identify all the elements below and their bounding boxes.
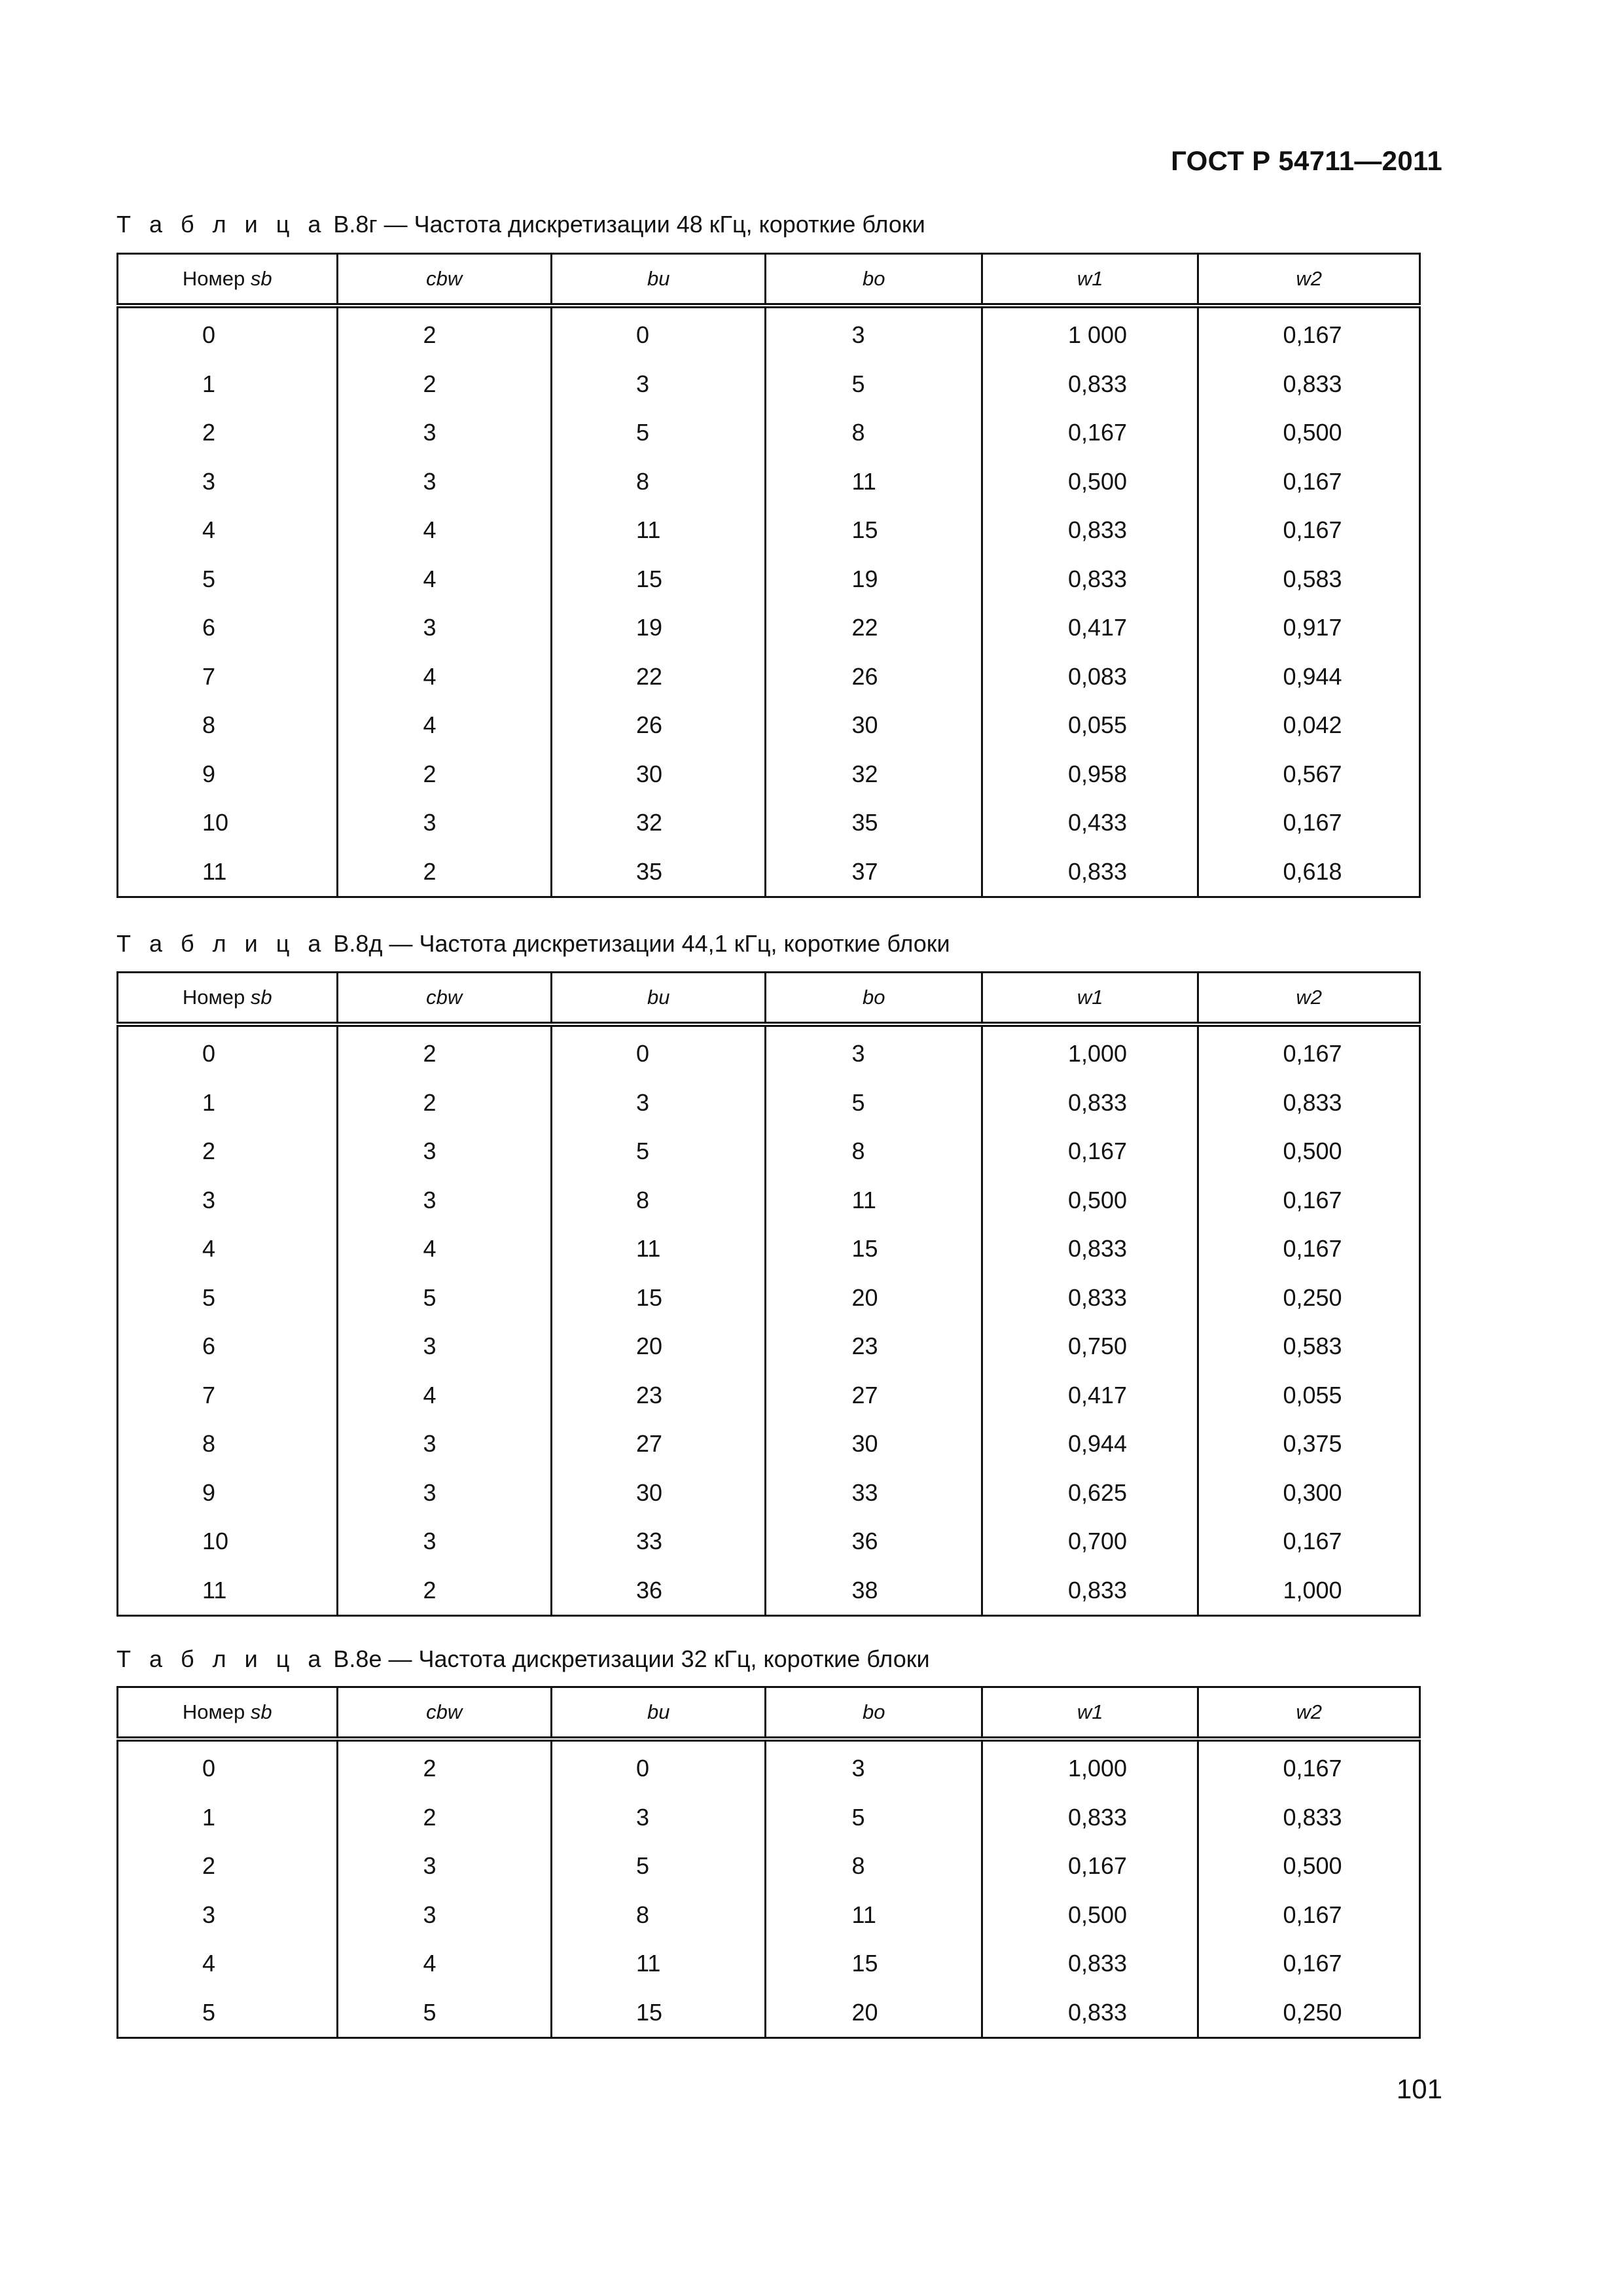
table-cell: 0,833 bbox=[982, 1079, 1198, 1128]
table-cell: 35 bbox=[551, 848, 765, 897]
table-cell: 0,833 bbox=[982, 1988, 1198, 2038]
table-label: Т а б л и ц а bbox=[116, 1645, 327, 1672]
table-cell: 1,000 bbox=[982, 1024, 1198, 1079]
column-header bbox=[337, 1687, 551, 1740]
table-row bbox=[118, 603, 1420, 653]
table-cell: 4 bbox=[118, 1225, 338, 1274]
table-cell: 6 bbox=[118, 603, 338, 653]
table-cell: 3 bbox=[337, 457, 551, 507]
table-cell: 3 bbox=[337, 1891, 551, 1940]
table-cell: 0,167 bbox=[1198, 798, 1420, 848]
table-cell: 0,833 bbox=[982, 1939, 1198, 1988]
table-cell: 26 bbox=[766, 653, 982, 702]
table-cell: 0,833 bbox=[982, 1566, 1198, 1616]
table-row bbox=[118, 1176, 1420, 1225]
column-header-variable: w1 bbox=[1077, 267, 1103, 290]
table-cell: 0,500 bbox=[1198, 1127, 1420, 1176]
table-cell: 32 bbox=[551, 798, 765, 848]
table-cell: 0,167 bbox=[1198, 1739, 1420, 1793]
table-row bbox=[118, 750, 1420, 799]
table-cell: 0,167 bbox=[982, 1842, 1198, 1891]
table-row bbox=[118, 1939, 1420, 1988]
table-row bbox=[118, 1891, 1420, 1940]
table-cell: 0,300 bbox=[1198, 1469, 1420, 1518]
table-cell: 0,618 bbox=[1198, 848, 1420, 897]
column-header-variable: w1 bbox=[1077, 986, 1103, 1009]
table-cell: 15 bbox=[551, 1988, 765, 2038]
table-cell: 9 bbox=[118, 750, 338, 799]
table-cell: 0,625 bbox=[982, 1469, 1198, 1518]
document-id: ГОСТ Р 54711—2011 bbox=[1171, 145, 1442, 176]
table-cell: 0,167 bbox=[1198, 1024, 1420, 1079]
table-cell: 9 bbox=[118, 1469, 338, 1518]
table-cell: 15 bbox=[551, 1274, 765, 1323]
table-cell: 0,417 bbox=[982, 603, 1198, 653]
table-cell: 0,167 bbox=[1198, 1225, 1420, 1274]
table-cell: 15 bbox=[551, 555, 765, 604]
table-cell: 0,375 bbox=[1198, 1420, 1420, 1469]
table-cell: 0,167 bbox=[1198, 1176, 1420, 1225]
page-number: 101 bbox=[1396, 2073, 1442, 2104]
table-cell: 0,167 bbox=[1198, 1891, 1420, 1940]
column-header-prefix: Номер bbox=[182, 1700, 251, 1723]
table-cell: 33 bbox=[766, 1469, 982, 1518]
table-cell: 5 bbox=[551, 1842, 765, 1891]
table-label: Т а б л и ц а bbox=[116, 930, 327, 957]
table-cell: 30 bbox=[551, 1469, 765, 1518]
column-header-prefix: Номер bbox=[182, 267, 251, 290]
column-header bbox=[551, 254, 765, 306]
table-cell: 20 bbox=[766, 1274, 982, 1323]
column-header-variable: sb bbox=[250, 1700, 272, 1723]
table-cell: 2 bbox=[337, 360, 551, 409]
column-header bbox=[118, 1687, 338, 1740]
column-header-variable: bu bbox=[647, 267, 670, 290]
table-cell: 4 bbox=[337, 1371, 551, 1420]
table-cell: 7 bbox=[118, 1371, 338, 1420]
table-cell: 2 bbox=[337, 1079, 551, 1128]
header-row bbox=[118, 973, 1420, 1025]
table-cell: 30 bbox=[766, 1420, 982, 1469]
table-cell: 4 bbox=[337, 1225, 551, 1274]
table-row bbox=[118, 798, 1420, 848]
table-cell: 0,700 bbox=[982, 1517, 1198, 1566]
table-cell: 0,833 bbox=[1198, 1079, 1420, 1128]
table-cell: 23 bbox=[766, 1322, 982, 1371]
table-cell: 30 bbox=[551, 750, 765, 799]
table-cell: 1,000 bbox=[982, 1739, 1198, 1793]
table-title: В.8г — Частота дискретизации 48 кГц, короткие блоки bbox=[333, 211, 925, 238]
table-cell: 3 bbox=[118, 457, 338, 507]
column-header bbox=[982, 254, 1198, 306]
table-row bbox=[118, 506, 1420, 555]
table-cell: 8 bbox=[766, 1127, 982, 1176]
table-cell: 19 bbox=[551, 603, 765, 653]
header-row bbox=[118, 1687, 1420, 1740]
table-cell: 23 bbox=[551, 1371, 765, 1420]
table-row bbox=[118, 1274, 1420, 1323]
table-cell: 4 bbox=[337, 701, 551, 750]
table-cell: 30 bbox=[766, 701, 982, 750]
table-caption bbox=[116, 930, 950, 958]
table-row bbox=[118, 306, 1420, 360]
table-cell: 0,583 bbox=[1198, 1322, 1420, 1371]
table-row bbox=[118, 1469, 1420, 1518]
table-cell: 2 bbox=[118, 1127, 338, 1176]
table-cell: 0,055 bbox=[1198, 1371, 1420, 1420]
table-cell: 0,042 bbox=[1198, 701, 1420, 750]
column-header-variable: w2 bbox=[1296, 267, 1323, 290]
table-cell: 11 bbox=[551, 1939, 765, 1988]
table-cell: 3 bbox=[766, 306, 982, 360]
table-cell: 20 bbox=[766, 1988, 982, 2038]
table-cell: 0 bbox=[118, 1024, 338, 1079]
table-cell: 2 bbox=[337, 1793, 551, 1842]
table-cell: 5 bbox=[118, 555, 338, 604]
column-header bbox=[1198, 254, 1420, 306]
table-row bbox=[118, 1566, 1420, 1616]
column-header bbox=[766, 254, 982, 306]
table-cell: 8 bbox=[118, 701, 338, 750]
table-cell: 2 bbox=[337, 750, 551, 799]
table-cell: 2 bbox=[118, 408, 338, 457]
table-cell: 0,567 bbox=[1198, 750, 1420, 799]
table-cell: 0 bbox=[551, 306, 765, 360]
table-cell: 33 bbox=[551, 1517, 765, 1566]
table-cell: 0,958 bbox=[982, 750, 1198, 799]
column-header-variable: sb bbox=[250, 267, 272, 290]
table-cell: 5 bbox=[118, 1988, 338, 2038]
column-header-variable: cbw bbox=[426, 267, 463, 290]
table-cell: 3 bbox=[337, 1420, 551, 1469]
table-cell: 11 bbox=[766, 457, 982, 507]
table-cell: 35 bbox=[766, 798, 982, 848]
table-row bbox=[118, 1793, 1420, 1842]
table-cell: 1 bbox=[118, 1793, 338, 1842]
table-cell: 2 bbox=[337, 848, 551, 897]
table-cell: 0,583 bbox=[1198, 555, 1420, 604]
column-header bbox=[337, 973, 551, 1025]
table-cell: 11 bbox=[118, 848, 338, 897]
table-cell: 4 bbox=[118, 506, 338, 555]
table-cell: 1 bbox=[118, 1079, 338, 1128]
table-row bbox=[118, 555, 1420, 604]
table-cell: 0,833 bbox=[982, 360, 1198, 409]
table-cell: 15 bbox=[766, 506, 982, 555]
table-cell: 3 bbox=[337, 1842, 551, 1891]
table-cell: 22 bbox=[766, 603, 982, 653]
column-header-variable: bu bbox=[647, 1700, 670, 1723]
table-cell: 11 bbox=[551, 506, 765, 555]
table-cell: 27 bbox=[766, 1371, 982, 1420]
table-cell: 5 bbox=[337, 1988, 551, 2038]
table-cell: 1 000 bbox=[982, 306, 1198, 360]
table-row bbox=[118, 1739, 1420, 1793]
table-row bbox=[118, 1420, 1420, 1469]
table-cell: 0,433 bbox=[982, 798, 1198, 848]
table-cell: 1,000 bbox=[1198, 1566, 1420, 1616]
table-cell: 8 bbox=[766, 1842, 982, 1891]
table-cell: 15 bbox=[766, 1939, 982, 1988]
table-cell: 8 bbox=[551, 1176, 765, 1225]
table-row bbox=[118, 1127, 1420, 1176]
table-cell: 0,750 bbox=[982, 1322, 1198, 1371]
table-cell: 22 bbox=[551, 653, 765, 702]
table-row bbox=[118, 360, 1420, 409]
table-row bbox=[118, 1079, 1420, 1128]
table-cell: 0,167 bbox=[1198, 1517, 1420, 1566]
table-cell: 0,500 bbox=[982, 457, 1198, 507]
table-row bbox=[118, 848, 1420, 897]
table-cell: 10 bbox=[118, 798, 338, 848]
table-cell: 2 bbox=[337, 1566, 551, 1616]
table-cell: 3 bbox=[337, 1322, 551, 1371]
table-cell: 0,833 bbox=[982, 555, 1198, 604]
table-cell: 5 bbox=[551, 1127, 765, 1176]
column-header-variable: sb bbox=[250, 986, 272, 1009]
table-cell: 38 bbox=[766, 1566, 982, 1616]
table-cell: 0,055 bbox=[982, 701, 1198, 750]
table-cell: 0,500 bbox=[1198, 408, 1420, 457]
table-cell: 20 bbox=[551, 1322, 765, 1371]
table-row bbox=[118, 1371, 1420, 1420]
column-header-variable: w1 bbox=[1077, 1700, 1103, 1723]
column-header-variable: bo bbox=[862, 267, 885, 290]
table-cell: 5 bbox=[118, 1274, 338, 1323]
table-cell: 0,500 bbox=[982, 1891, 1198, 1940]
table-caption bbox=[116, 211, 925, 238]
table-row bbox=[118, 1988, 1420, 2038]
table-cell: 4 bbox=[337, 555, 551, 604]
table-label: Т а б л и ц а bbox=[116, 211, 327, 238]
table-cell: 0,833 bbox=[1198, 1793, 1420, 1842]
column-header bbox=[982, 973, 1198, 1025]
column-header-variable: bo bbox=[862, 1700, 885, 1723]
table-cell: 0,083 bbox=[982, 653, 1198, 702]
table-cell: 0,417 bbox=[982, 1371, 1198, 1420]
table-cell: 8 bbox=[118, 1420, 338, 1469]
table-cell: 0,833 bbox=[982, 1793, 1198, 1842]
header-row bbox=[118, 254, 1420, 306]
table-cell: 5 bbox=[766, 1079, 982, 1128]
table-row bbox=[118, 1842, 1420, 1891]
table-cell: 0 bbox=[118, 1739, 338, 1793]
table-cell: 3 bbox=[337, 1176, 551, 1225]
table-cell: 0,944 bbox=[1198, 653, 1420, 702]
table-title: В.8е — Частота дискретизации 32 кГц, короткие блоки bbox=[333, 1645, 930, 1672]
table-cell: 0,833 bbox=[982, 1274, 1198, 1323]
table-row bbox=[118, 1322, 1420, 1371]
table-cell: 27 bbox=[551, 1420, 765, 1469]
column-header bbox=[118, 973, 338, 1025]
table-row bbox=[118, 701, 1420, 750]
table-cell: 0 bbox=[551, 1024, 765, 1079]
table-cell: 11 bbox=[766, 1176, 982, 1225]
table-cell: 0,833 bbox=[1198, 360, 1420, 409]
table-cell: 3 bbox=[337, 1517, 551, 1566]
table-cell: 2 bbox=[337, 1024, 551, 1079]
table-cell: 19 bbox=[766, 555, 982, 604]
table-cell: 7 bbox=[118, 653, 338, 702]
table-cell: 0,250 bbox=[1198, 1988, 1420, 2038]
table-cell: 0,167 bbox=[1198, 306, 1420, 360]
table-cell: 6 bbox=[118, 1322, 338, 1371]
table-cell: 3 bbox=[337, 798, 551, 848]
table-cell: 4 bbox=[337, 653, 551, 702]
table-row bbox=[118, 1225, 1420, 1274]
table-cell: 8 bbox=[766, 408, 982, 457]
table-row bbox=[118, 1517, 1420, 1566]
table-cell: 0,833 bbox=[982, 1225, 1198, 1274]
table-cell: 4 bbox=[337, 506, 551, 555]
table-cell: 0 bbox=[551, 1739, 765, 1793]
table-cell: 3 bbox=[118, 1891, 338, 1940]
column-header-variable: bu bbox=[647, 986, 670, 1009]
table-cell: 8 bbox=[551, 457, 765, 507]
table-cell: 0,167 bbox=[982, 408, 1198, 457]
table-cell: 3 bbox=[337, 603, 551, 653]
column-header-variable: w2 bbox=[1296, 986, 1323, 1009]
table-cell: 3 bbox=[337, 1469, 551, 1518]
column-header bbox=[1198, 973, 1420, 1025]
column-header-variable: cbw bbox=[426, 986, 463, 1009]
table-b8g bbox=[116, 253, 1421, 898]
column-header bbox=[118, 254, 338, 306]
table-cell: 2 bbox=[118, 1842, 338, 1891]
table-b8e bbox=[116, 1686, 1421, 2039]
table-cell: 4 bbox=[118, 1939, 338, 1988]
table-cell: 0,250 bbox=[1198, 1274, 1420, 1323]
table-caption bbox=[116, 1645, 930, 1673]
table-cell: 3 bbox=[337, 1127, 551, 1176]
table-cell: 5 bbox=[766, 1793, 982, 1842]
table-cell: 11 bbox=[551, 1225, 765, 1274]
table-cell: 37 bbox=[766, 848, 982, 897]
table-cell: 36 bbox=[551, 1566, 765, 1616]
table-cell: 11 bbox=[118, 1566, 338, 1616]
column-header bbox=[766, 1687, 982, 1740]
table-cell: 5 bbox=[766, 360, 982, 409]
table-cell: 2 bbox=[337, 1739, 551, 1793]
column-header bbox=[766, 973, 982, 1025]
column-header bbox=[982, 1687, 1198, 1740]
column-header-variable: cbw bbox=[426, 1700, 463, 1723]
column-header-prefix: Номер bbox=[182, 986, 251, 1009]
table-cell: 0,833 bbox=[982, 506, 1198, 555]
table-row bbox=[118, 457, 1420, 507]
column-header bbox=[551, 1687, 765, 1740]
table-row bbox=[118, 653, 1420, 702]
table-cell: 5 bbox=[337, 1274, 551, 1323]
column-header bbox=[337, 254, 551, 306]
table-cell: 2 bbox=[337, 306, 551, 360]
table-cell: 0,167 bbox=[1198, 1939, 1420, 1988]
table-cell: 4 bbox=[337, 1939, 551, 1988]
table-cell: 11 bbox=[766, 1891, 982, 1940]
table-cell: 3 bbox=[118, 1176, 338, 1225]
table-cell: 3 bbox=[551, 1079, 765, 1128]
table-cell: 0,500 bbox=[1198, 1842, 1420, 1891]
table-cell: 0,944 bbox=[982, 1420, 1198, 1469]
table-cell: 3 bbox=[337, 408, 551, 457]
table-cell: 3 bbox=[766, 1739, 982, 1793]
table-cell: 0 bbox=[118, 306, 338, 360]
table-cell: 0,833 bbox=[982, 848, 1198, 897]
table-cell: 0,167 bbox=[1198, 506, 1420, 555]
table-cell: 8 bbox=[551, 1891, 765, 1940]
table-cell: 3 bbox=[551, 360, 765, 409]
table-title: В.8д — Частота дискретизации 44,1 кГц, короткие блоки bbox=[333, 930, 950, 957]
table-row bbox=[118, 408, 1420, 457]
table-cell: 0,500 bbox=[982, 1176, 1198, 1225]
table-b8d bbox=[116, 971, 1421, 1617]
table-cell: 0,167 bbox=[1198, 457, 1420, 507]
table-cell: 36 bbox=[766, 1517, 982, 1566]
table-cell: 3 bbox=[551, 1793, 765, 1842]
table-cell: 3 bbox=[766, 1024, 982, 1079]
table-cell: 32 bbox=[766, 750, 982, 799]
table-cell: 0,917 bbox=[1198, 603, 1420, 653]
table-cell: 0,167 bbox=[982, 1127, 1198, 1176]
column-header bbox=[551, 973, 765, 1025]
column-header-variable: bo bbox=[862, 986, 885, 1009]
table-cell: 26 bbox=[551, 701, 765, 750]
table-cell: 10 bbox=[118, 1517, 338, 1566]
table-row bbox=[118, 1024, 1420, 1079]
table-cell: 15 bbox=[766, 1225, 982, 1274]
table-cell: 5 bbox=[551, 408, 765, 457]
column-header bbox=[1198, 1687, 1420, 1740]
table-cell: 1 bbox=[118, 360, 338, 409]
column-header-variable: w2 bbox=[1296, 1700, 1323, 1723]
